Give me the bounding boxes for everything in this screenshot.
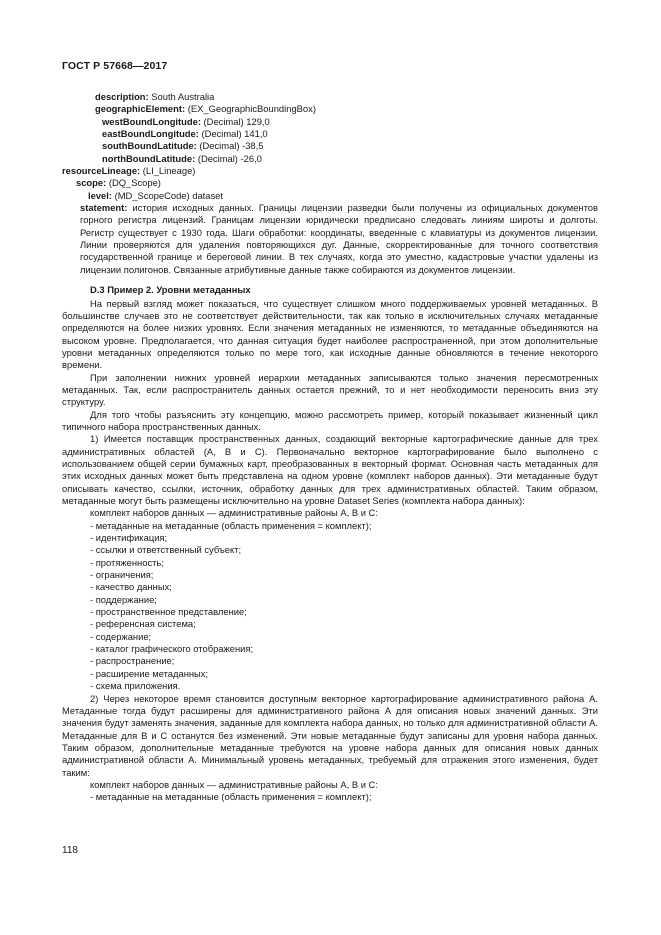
list-item: - схема приложения. xyxy=(90,680,181,692)
paragraph: 2) Через некоторое время становится доступным векторное картографирование административного района A. Метаданные тогда будут расширены для административного района A для описания новых значений данных. Эти значения будут заменять значения, заданные для комплекта набора данных, но только для административной области A. Метаданные для B и C останутся без изменений. Эти новые метаданные будут записаны для уровня набора данных. Таким образом, дополнительные метаданные требуются на уровне набора данных для описания новых данных административной области A. Минимальный уровень метаданных, требуемый для отражения этого изменения, будет таким: xyxy=(62,692,598,778)
list-item: - идентификация; xyxy=(90,532,168,544)
meta-key: description: xyxy=(95,91,149,102)
list-item: - ссылки и ответственный субъект; xyxy=(90,544,242,556)
list-item: - пространственное представление; xyxy=(90,606,247,618)
meta-value: South Australia xyxy=(148,91,215,102)
section-heading: D.3 Пример 2. Уровни метаданных xyxy=(90,284,251,296)
meta-key: level: xyxy=(88,189,112,201)
list-item: - метаданные на метаданные (область применения = комплект); xyxy=(90,519,372,531)
meta-key: northBoundLatitude: xyxy=(102,152,196,164)
meta-value: (MD_ScopeCode) dataset xyxy=(111,189,223,201)
meta-resource-lineage xyxy=(62,165,598,177)
meta-value: (Decimal) -38,5 xyxy=(196,140,264,152)
meta-value: (LI_Lineage) xyxy=(140,165,196,177)
list-item: - каталог графического отображения; xyxy=(90,643,254,655)
list-item: - качество данных; xyxy=(90,581,172,593)
meta-value: (EX_GeographicBoundingBox) xyxy=(185,103,316,115)
meta-scope xyxy=(62,177,598,189)
list-item: - содержание; xyxy=(90,630,152,642)
list-intro: комплект наборов данных — административные районы A, B и C: xyxy=(90,778,378,790)
meta-key: westBoundLongitude: xyxy=(102,115,201,127)
list-item: - распространение; xyxy=(90,655,175,667)
meta-value: (Decimal) 129,0 xyxy=(200,115,270,127)
meta-value: (Decimal) -26,0 xyxy=(195,152,262,164)
meta-key: eastBoundLongitude: xyxy=(102,128,199,140)
list-item: - метаданные на метаданные (область применения = комплект); xyxy=(90,791,372,803)
meta-geographic-element xyxy=(62,103,598,115)
meta-east-bound xyxy=(62,128,598,140)
meta-key: geographicElement: xyxy=(95,103,186,115)
paragraph: Для того чтобы разъяснить эту концепцию, можно рассмотреть пример, который показывает жизненный цикл типичного набора пространственных данных. xyxy=(62,408,598,432)
meta-key: statement: xyxy=(80,202,128,214)
list-intro: комплект наборов данных — административные районы A, B и C: xyxy=(90,507,378,519)
meta-key: resourceLineage: xyxy=(62,165,141,177)
list-item: - расширение метаданных; xyxy=(90,667,209,679)
paragraph: При заполнении нижних уровней иерархии метаданных записываются только значения пересмотренных метаданных. Так, если распространитель данных остается прежний, то и нет необходимости переносить вниз эту структуру. xyxy=(62,371,598,408)
meta-key: southBoundLatitude: xyxy=(102,140,197,152)
page-number: 118 xyxy=(62,845,78,856)
metadata-elements-list xyxy=(62,520,598,693)
meta-key: scope: xyxy=(76,177,107,189)
list-item: - поддержание; xyxy=(90,593,157,605)
meta-west-bound xyxy=(62,116,598,128)
standard-header: ГОСТ Р 57668—2017 xyxy=(62,60,168,72)
list-item: - ограничения; xyxy=(90,569,154,581)
meta-south-bound xyxy=(62,140,598,152)
paragraph: На первый взгляд может показаться, что существует слишком много поддерживаемых уровней метаданных. В большинстве случаев это не соответствует действительности, так как только в исключительных случаях метаданные определяются на более низких уровнях. Если значения метаданных не изменяются, то метаданные объединяются на высоком уровне. Предполагается, что данная ситуация будет наиболее распространенной, при этом дополнительные уровни метаданных определяются только по мере того, как исходные данные обновляются в течение некоторого времени. xyxy=(62,297,598,371)
meta-description xyxy=(62,91,598,103)
meta-statement xyxy=(62,202,598,276)
list-item: - протяженность; xyxy=(90,556,164,568)
meta-value: история исходных данных. Границы лицензии разведки были получены из официальных документов горного регистра лицензий. Границам лицензии юридически предписано следовать линиям широты и долготы. Регистр существует с 1930 года. Шаги обработки: координаты, введенные с клавиатуры из документов лицензии. Линии проверяются для удаления повторяющихся дуг. Данные, скорректированные для точного соответствия государственной границе и береговой линии. В тех случаях, когда это уместно, кадастровые участки удалены из лицензии полигонов. Связанные атрибутивные данные также собираются из документов лицензии. xyxy=(80,202,598,275)
meta-north-bound xyxy=(62,153,598,165)
paragraph: 1) Имеется поставщик пространственных данных, создающий векторные картографические данные для трех административных областей (A, B и C). Первоначально векторное картографирование было выполнено с использованием общей серии бумажных карт, преобразованных в векторный формат. Основная часть метаданных для этих исходных данных может быть представлена на одном уровне (комплект наборов данных). Эти метаданные будут описывать качество, ссылки, источник, обработку данных для трех административных областей. Таким образом, метаданные могут быть размещены исключительно на уровне Dataset Series (комплекта набора данных): xyxy=(62,433,598,506)
meta-level xyxy=(62,190,598,202)
meta-value: (Decimal) 141,0 xyxy=(198,128,268,140)
list-item: - референсная система; xyxy=(90,618,196,630)
page-content xyxy=(62,91,598,804)
meta-value: (DQ_Scope) xyxy=(106,177,161,189)
